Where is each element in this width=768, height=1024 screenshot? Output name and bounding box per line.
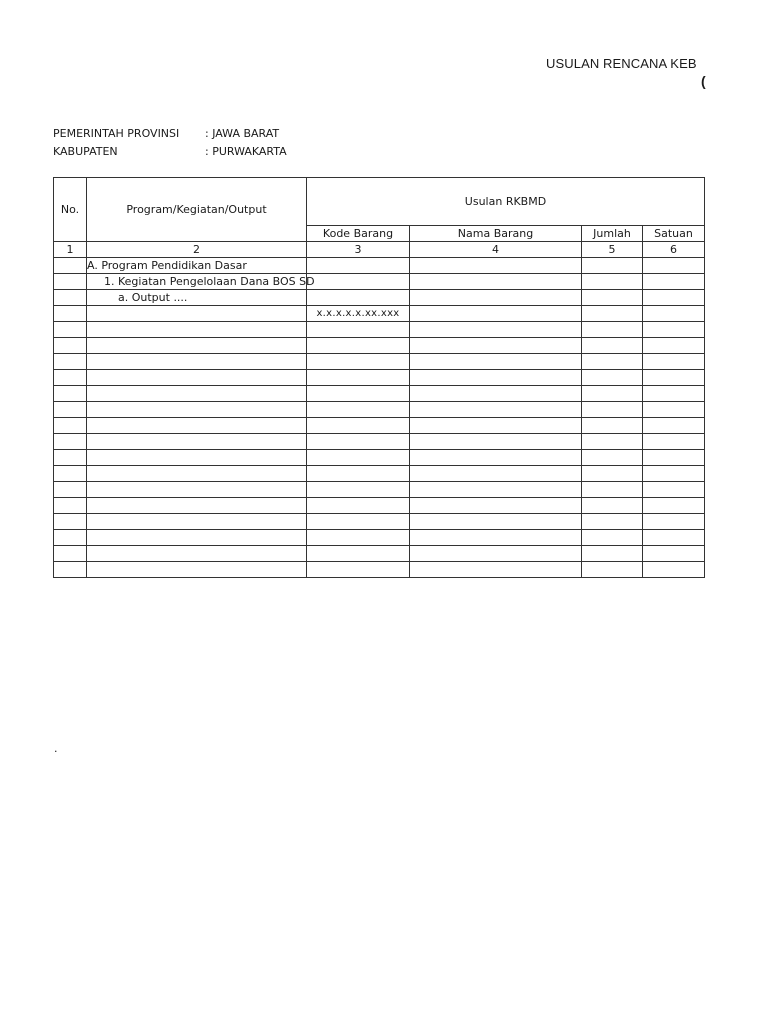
cell-satuan	[643, 274, 705, 290]
cell-program	[87, 306, 307, 322]
empty-table-row	[54, 562, 705, 578]
cell-no	[54, 498, 87, 514]
cell-program	[87, 354, 307, 370]
cell-nama	[410, 306, 582, 322]
cell-nama	[410, 370, 582, 386]
empty-table-row	[54, 498, 705, 514]
column-number: 2	[87, 242, 307, 258]
cell-program	[87, 514, 307, 530]
cell-no	[54, 450, 87, 466]
cell-program	[87, 370, 307, 386]
cell-jumlah	[582, 466, 643, 482]
cell-jumlah	[582, 322, 643, 338]
cell-no	[54, 338, 87, 354]
cell-jumlah	[582, 386, 643, 402]
empty-table-row	[54, 514, 705, 530]
cell-nama	[410, 258, 582, 274]
document-subtitle-fragment: (	[701, 73, 706, 89]
cell-satuan	[643, 450, 705, 466]
cell-kode	[307, 322, 410, 338]
footer-mark: .	[54, 742, 58, 755]
cell-kode	[307, 514, 410, 530]
table-row	[54, 274, 705, 290]
cell-no	[54, 434, 87, 450]
cell-kode	[307, 434, 410, 450]
cell-satuan	[643, 290, 705, 306]
cell-nama	[410, 530, 582, 546]
cell-satuan	[643, 562, 705, 578]
kabupaten-label: KABUPATEN	[53, 145, 118, 158]
kabupaten-value: : PURWAKARTA	[205, 145, 287, 158]
cell-program	[87, 418, 307, 434]
cell-no	[54, 274, 87, 290]
cell-kode	[307, 466, 410, 482]
cell-kode	[307, 562, 410, 578]
cell-satuan	[643, 322, 705, 338]
column-number: 6	[643, 242, 705, 258]
cell-no	[54, 290, 87, 306]
cell-program	[87, 450, 307, 466]
cell-jumlah	[582, 562, 643, 578]
column-number: 5	[582, 242, 643, 258]
cell-satuan	[643, 354, 705, 370]
header-kode-barang: Kode Barang	[307, 226, 410, 242]
cell-jumlah	[582, 370, 643, 386]
cell-nama	[410, 546, 582, 562]
header-no: No.	[54, 178, 87, 242]
cell-kode	[307, 498, 410, 514]
header-satuan: Satuan	[643, 226, 705, 242]
cell-no	[54, 482, 87, 498]
cell-satuan	[643, 434, 705, 450]
cell-kode	[307, 546, 410, 562]
cell-no	[54, 322, 87, 338]
cell-program	[87, 562, 307, 578]
cell-jumlah	[582, 434, 643, 450]
cell-jumlah	[582, 546, 643, 562]
cell-nama	[410, 434, 582, 450]
cell-satuan	[643, 546, 705, 562]
cell-no	[54, 466, 87, 482]
cell-kode	[307, 450, 410, 466]
header-program: Program/Kegiatan/Output	[87, 178, 307, 242]
cell-nama	[410, 322, 582, 338]
cell-satuan	[643, 386, 705, 402]
cell-satuan	[643, 466, 705, 482]
cell-satuan	[643, 370, 705, 386]
cell-jumlah	[582, 290, 643, 306]
header-nama-barang: Nama Barang	[410, 226, 582, 242]
cell-no	[54, 258, 87, 274]
cell-satuan	[643, 306, 705, 322]
provinsi-label: PEMERINTAH PROVINSI	[53, 127, 180, 140]
empty-table-row	[54, 418, 705, 434]
empty-table-row	[54, 546, 705, 562]
cell-program	[87, 274, 315, 290]
cell-program	[87, 434, 307, 450]
program-text: A. Program Pendidikan Dasar	[87, 259, 247, 272]
cell-jumlah	[582, 338, 643, 354]
cell-jumlah	[582, 498, 643, 514]
cell-jumlah	[582, 354, 643, 370]
empty-table-row	[54, 322, 705, 338]
meta-kabupaten	[53, 145, 287, 158]
cell-kode: x.x.x.x.x.xx.xxx	[307, 306, 410, 322]
cell-kode	[307, 338, 410, 354]
cell-satuan	[643, 338, 705, 354]
cell-nama	[410, 402, 582, 418]
provinsi-value: : JAWA BARAT	[205, 127, 280, 140]
column-number-row	[54, 242, 705, 258]
header-jumlah: Jumlah	[582, 226, 643, 242]
cell-satuan	[643, 530, 705, 546]
empty-table-row	[54, 450, 705, 466]
program-text: 1. Kegiatan Pengelolaan Dana BOS SD	[104, 275, 315, 288]
cell-no	[54, 402, 87, 418]
cell-kode	[307, 354, 410, 370]
empty-table-row	[54, 402, 705, 418]
cell-satuan	[643, 514, 705, 530]
empty-table-row	[54, 434, 705, 450]
header-usulan-rkbmd: Usulan RKBMD	[307, 178, 705, 226]
cell-program	[87, 466, 307, 482]
cell-kode	[307, 530, 410, 546]
empty-table-row	[54, 354, 705, 370]
cell-kode	[307, 290, 410, 306]
table-row	[54, 290, 705, 306]
cell-program	[87, 322, 307, 338]
table-row	[54, 306, 705, 322]
cell-jumlah	[582, 306, 643, 322]
cell-jumlah	[582, 530, 643, 546]
cell-program	[87, 290, 307, 306]
cell-kode	[307, 370, 410, 386]
cell-program	[87, 530, 307, 546]
cell-kode	[307, 482, 410, 498]
cell-no	[54, 530, 87, 546]
cell-nama	[410, 514, 582, 530]
cell-jumlah	[582, 482, 643, 498]
cell-program	[87, 402, 307, 418]
cell-no	[54, 370, 87, 386]
cell-jumlah	[582, 514, 643, 530]
cell-nama	[410, 290, 582, 306]
meta-provinsi	[53, 127, 279, 140]
cell-no	[54, 418, 87, 434]
cell-program	[87, 258, 307, 274]
cell-program	[87, 338, 307, 354]
cell-no	[54, 354, 87, 370]
cell-jumlah	[582, 402, 643, 418]
rkbmd-table	[53, 177, 705, 578]
empty-table-row	[54, 338, 705, 354]
cell-satuan	[643, 402, 705, 418]
cell-nama	[410, 354, 582, 370]
cell-nama	[410, 274, 582, 290]
cell-program	[87, 386, 307, 402]
empty-table-row	[54, 466, 705, 482]
cell-kode	[307, 386, 410, 402]
cell-program	[87, 498, 307, 514]
table-row	[54, 258, 705, 274]
cell-nama	[410, 386, 582, 402]
cell-jumlah	[582, 274, 643, 290]
cell-kode	[307, 274, 410, 290]
cell-nama	[410, 482, 582, 498]
cell-no	[54, 546, 87, 562]
cell-no	[54, 562, 87, 578]
empty-table-row	[54, 370, 705, 386]
cell-nama	[410, 450, 582, 466]
cell-satuan	[643, 482, 705, 498]
cell-no	[54, 386, 87, 402]
cell-program	[87, 482, 307, 498]
column-number: 3	[307, 242, 410, 258]
cell-nama	[410, 498, 582, 514]
cell-nama	[410, 466, 582, 482]
cell-satuan	[643, 418, 705, 434]
cell-kode	[307, 418, 410, 434]
cell-kode	[307, 402, 410, 418]
cell-jumlah	[582, 258, 643, 274]
empty-table-row	[54, 386, 705, 402]
cell-satuan	[643, 258, 705, 274]
cell-kode	[307, 258, 410, 274]
column-number: 4	[410, 242, 582, 258]
cell-satuan	[643, 498, 705, 514]
cell-no	[54, 514, 87, 530]
cell-jumlah	[582, 418, 643, 434]
empty-table-row	[54, 530, 705, 546]
column-number: 1	[54, 242, 87, 258]
cell-nama	[410, 562, 582, 578]
document-title: USULAN RENCANA KEB	[546, 56, 697, 71]
cell-nama	[410, 418, 582, 434]
cell-program	[87, 546, 307, 562]
empty-table-row	[54, 482, 705, 498]
program-text: a. Output ....	[118, 291, 188, 304]
cell-jumlah	[582, 450, 643, 466]
cell-nama	[410, 338, 582, 354]
cell-no	[54, 306, 87, 322]
